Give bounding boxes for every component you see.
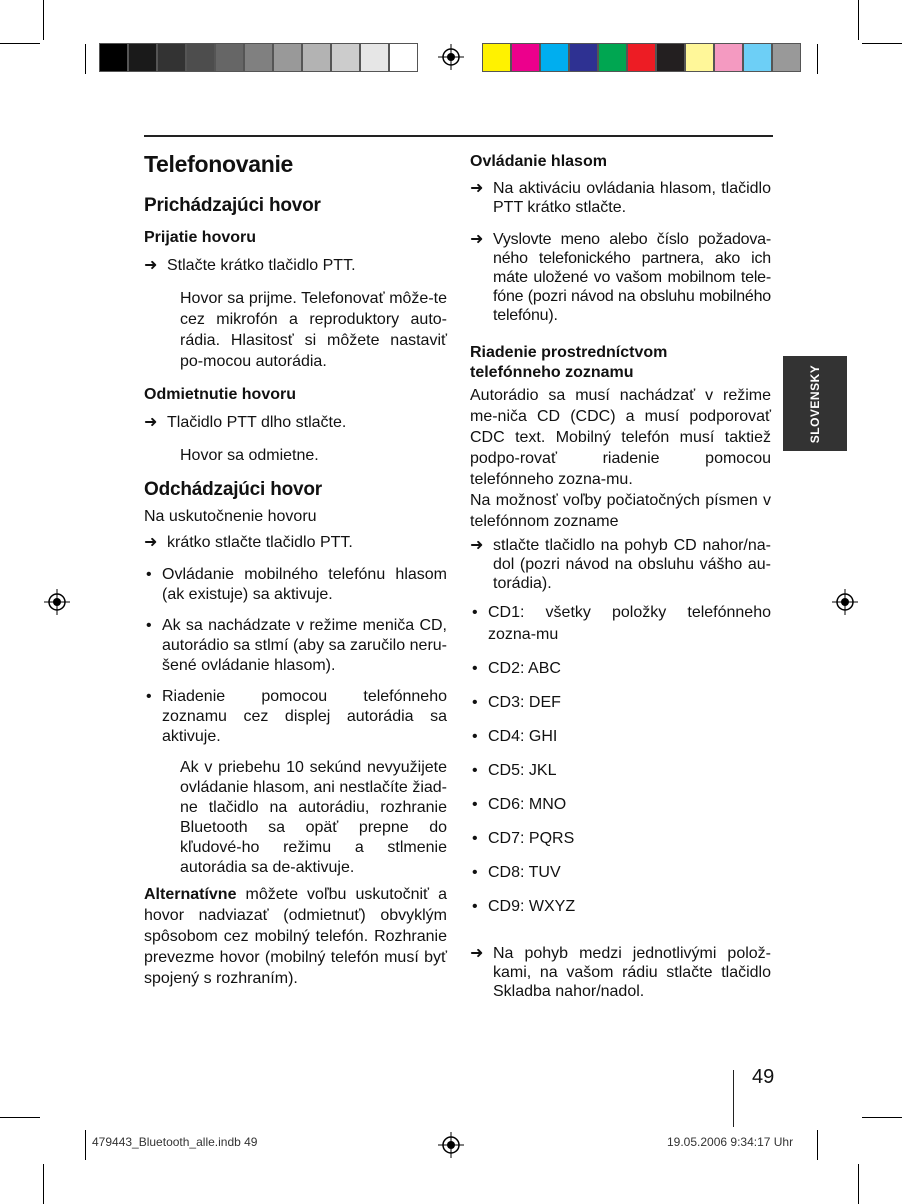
color-swatch [331,43,360,72]
color-swatch [743,43,772,72]
voice-step: ➜ Vyslovte meno alebo číslo požadova-ného telefonického partnera, ako ich máte uložené vo vašom mobilnom tele-fóne (pozri návod na obsluhu mobilného telefónu). [470,231,771,324]
reject-call-heading: Odmietnutie hovoru [144,386,296,403]
color-swatch [627,43,656,72]
incoming-call-heading: Prichádzajúci hovor [144,195,321,216]
color-swatch [656,43,685,72]
voice-step: ➜ Na aktiváciu ovládania hlasom, tlačidlo PTT krátko stlačte. [470,180,771,216]
crop-mark [85,44,86,74]
page-number: 49 [752,1066,775,1088]
accept-call-heading: Prijatie hovoru [144,229,257,246]
crop-mark [85,1130,86,1160]
right-column [470,152,771,1001]
slug-timestamp: 19.05.2006 9:34:17 Uhr [667,1135,794,1149]
color-swatch [482,43,511,72]
outgoing-intro: Na uskutočnenie hovoru [144,508,317,525]
crop-mark [862,43,902,44]
crop-mark [858,1164,859,1204]
crop-mark [817,44,818,74]
list-item: • Ovládanie mobilného telefónu hlasom (ak existuje) sa aktivuje. [146,566,447,603]
list-item: • CD4: GHI [472,728,558,745]
color-swatch [186,43,215,72]
color-swatch [389,43,418,72]
arrow-icon: ➜ [470,231,484,248]
arrow-icon: ➜ [144,534,158,551]
color-swatch [302,43,331,72]
phonebook-requirements: Autorádio sa musí nachádzať v režime me-niča CD (CDC) a musí podporovať CDC text. Mobilný telefón musí taktiež podpo-rovať riadenie pomocou telefónneho zozna-mu. [470,387,771,488]
arrow-icon: ➜ [144,257,158,274]
list-item: • CD1: všetky položky telefónneho zozna-mu [472,604,771,643]
color-swatch [569,43,598,72]
crop-mark [862,1117,902,1118]
crop-mark [0,43,40,44]
timeout-note: Ak v priebehu 10 sekúnd nevyužijete ovládanie hlasom, ani nestlačíte žiad-ne tlačidlo na autorádiu, rozhranie Bluetooth sa opäť prepne do kľudové-ho režimu a stlmenie autorádia sa de-aktivuje. [180,759,447,876]
registration-mark-icon [832,589,858,615]
crop-mark [817,1130,818,1160]
phonebook-heading: Riadenie prostredníctvom telefónneho zoznamu [470,344,668,381]
color-swatch [215,43,244,72]
color-swatch [685,43,714,72]
crop-mark [858,0,859,40]
crop-mark [43,1164,44,1204]
list-item: • Ak sa nachádzate v režime meniča CD, autorádio sa stlmí (aby sa zaručilo neru-šené ovládanie hlasom). [146,617,447,674]
list-item: • CD5: JKL [472,762,557,779]
cd-letter-list [470,602,771,918]
list-item: • CD2: ABC [472,660,561,677]
crop-mark [43,0,44,40]
outgoing-step: ➜ krátko stlačte tlačidlo PTT. [144,534,353,551]
color-swatch [360,43,389,72]
reject-note: Hovor sa odmietne. [180,447,319,464]
navigation-step: ➜ Na pohyb medzi jednotlivými polož-kami, na vašom rádiu stlačte tlačidlo Skladba nahor/nadol. [470,945,771,1000]
arrow-icon: ➜ [144,414,158,431]
phonebook-letters-intro: Na možnosť voľby počiatočných písmen v telefónnom zozname [470,492,771,530]
outgoing-call-heading: Odchádzajúci hovor [144,479,322,500]
color-swatch [157,43,186,72]
crop-mark [0,1117,40,1118]
registration-mark-icon [438,44,464,70]
arrow-icon: ➜ [470,945,484,962]
list-item: • CD9: WXYZ [472,898,576,915]
page-title: Telefonovanie [144,151,294,177]
language-tab-label: SLOVENSKY [808,364,822,443]
registration-mark-icon [438,1132,464,1158]
alternative-paragraph: Alternatívne môžete voľbu uskutočniť a hovor nadviazať (odmietnuť) obvyklým spôsobom cez mobilný telefón. Rozhranie prevezme hovor (mobilný telefón musí byť spojený s rozhraním). [144,886,447,987]
color-swatch [99,43,128,72]
accept-note: Hovor sa prijme. Telefonovať môže-te cez mikrofón a reproduktory auto-rádia. Hlasitosť si môžete nastaviť po-mocou autorádia. [180,290,447,370]
color-swatch [511,43,540,72]
color-swatch [244,43,273,72]
reject-step: ➜ Tlačidlo PTT dlho stlačte. [144,414,347,431]
slug-file-info: 479443_Bluetooth_alle.indb 49 [92,1135,258,1149]
page-number-divider [733,1070,734,1127]
arrow-icon: ➜ [470,180,484,197]
color-swatch [714,43,743,72]
color-swatch [540,43,569,72]
list-item: • CD8: TUV [472,864,561,881]
color-swatch [772,43,801,72]
left-column [144,150,447,989]
list-item: • CD6: MNO [472,796,567,813]
color-swatch [273,43,302,72]
language-tab [783,356,847,451]
voice-control-heading: Ovládanie hlasom [470,153,607,170]
color-swatch [128,43,157,72]
arrow-icon: ➜ [470,537,484,554]
list-item: • Riadenie pomocou telefónneho zoznamu cez displej autorádia sa aktivuje. [146,688,447,745]
phonebook-step: ➜ stlačte tlačidlo na pohyb CD nahor/na-dol (pozri návod na obsluhu vášho au-torádia). [470,537,771,592]
accept-step: ➜ Stlačte krátko tlačidlo PTT. [144,257,356,274]
registration-mark-icon [44,589,70,615]
color-swatch [598,43,627,72]
header-rule [144,135,773,137]
list-item: • CD7: PQRS [472,830,575,847]
list-item: • CD3: DEF [472,694,561,711]
